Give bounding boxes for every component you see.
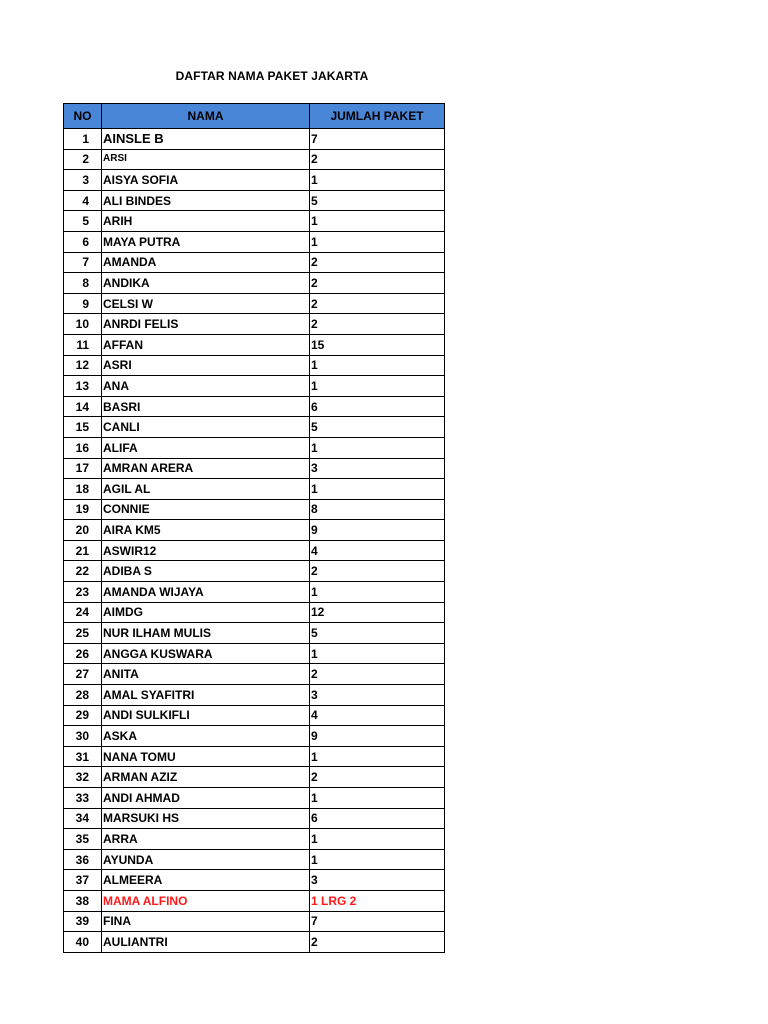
row-jumlah-paket: 2 [310,767,445,788]
row-nama: ALMEERA [102,870,310,891]
row-jumlah-paket: 5 [310,623,445,644]
row-jumlah-paket: 1 [310,643,445,664]
row-jumlah-paket: 2 [310,314,445,335]
row-number: 21 [64,540,102,561]
table-row [64,273,445,294]
row-jumlah-paket: 4 [310,705,445,726]
row-number: 24 [64,602,102,623]
table-row [64,808,445,829]
table-row [64,540,445,561]
table-row [64,231,445,252]
table-row [64,129,445,150]
row-number: 26 [64,643,102,664]
table-row [64,664,445,685]
row-nama: AYUNDA [102,849,310,870]
row-jumlah-paket: 7 [310,911,445,932]
row-number: 25 [64,623,102,644]
table-row [64,479,445,500]
row-nama: ASWIR12 [102,540,310,561]
row-number: 30 [64,726,102,747]
row-nama: ASRI [102,355,310,376]
row-jumlah-paket: 2 [310,293,445,314]
row-nama: ANDI AHMAD [102,788,310,809]
table-row [64,252,445,273]
header-jumlah-paket: JUMLAH PAKET [310,104,445,129]
table-row [64,746,445,767]
row-number: 17 [64,458,102,479]
table-row [64,561,445,582]
table-row [64,932,445,953]
row-number: 20 [64,520,102,541]
table-row [64,499,445,520]
table-row [64,911,445,932]
table-row [64,170,445,191]
row-nama: NANA TOMU [102,746,310,767]
header-nama: NAMA [102,104,310,129]
table-row [64,849,445,870]
paket-table [63,103,445,953]
row-nama: ARRA [102,829,310,850]
row-nama: AMANDA WIJAYA [102,582,310,603]
row-nama: ANDI SULKIFLI [102,705,310,726]
table-body [64,129,445,953]
row-jumlah-paket: 2 [310,149,445,170]
row-jumlah-paket: 2 [310,664,445,685]
row-number: 7 [64,252,102,273]
row-number: 8 [64,273,102,294]
row-nama: AMANDA [102,252,310,273]
table-row [64,623,445,644]
row-jumlah-paket: 1 [310,376,445,397]
table-row [64,829,445,850]
row-nama: ANA [102,376,310,397]
table-row [64,417,445,438]
table-row [64,602,445,623]
row-number: 5 [64,211,102,232]
row-jumlah-paket: 9 [310,726,445,747]
row-number: 35 [64,829,102,850]
table-row [64,211,445,232]
row-jumlah-paket: 3 [310,870,445,891]
row-number: 15 [64,417,102,438]
row-nama: AULIANTRI [102,932,310,953]
row-jumlah-paket: 1 [310,829,445,850]
table-row [64,149,445,170]
header-no: NO [64,104,102,129]
row-nama: FINA [102,911,310,932]
row-nama: MAMA ALFINO [102,890,310,911]
row-number: 19 [64,499,102,520]
row-nama: CANLI [102,417,310,438]
row-nama: ARSI [102,149,310,170]
row-nama: ANITA [102,664,310,685]
row-nama: ASKA [102,726,310,747]
table-row [64,355,445,376]
row-number: 13 [64,376,102,397]
row-nama: BASRI [102,396,310,417]
table-row [64,437,445,458]
row-number: 10 [64,314,102,335]
row-nama: AIRA KM5 [102,520,310,541]
row-nama: AFFAN [102,334,310,355]
table-row [64,788,445,809]
table-row [64,685,445,706]
row-nama: ALI BINDES [102,190,310,211]
table-row [64,890,445,911]
row-nama: AISYA SOFIA [102,170,310,191]
row-nama: NUR ILHAM MULIS [102,623,310,644]
row-number: 32 [64,767,102,788]
row-jumlah-paket: 1 [310,582,445,603]
row-nama: CELSI W [102,293,310,314]
row-number: 11 [64,334,102,355]
row-jumlah-paket: 1 [310,231,445,252]
row-jumlah-paket: 4 [310,540,445,561]
row-jumlah-paket: 1 [310,479,445,500]
row-jumlah-paket: 2 [310,252,445,273]
table-row [64,726,445,747]
table-row [64,190,445,211]
row-jumlah-paket: 12 [310,602,445,623]
table-row [64,334,445,355]
row-number: 12 [64,355,102,376]
row-nama: CONNIE [102,499,310,520]
row-jumlah-paket: 5 [310,190,445,211]
document-title: DAFTAR NAMA PAKET JAKARTA [175,69,369,83]
table-row [64,582,445,603]
row-jumlah-paket: 8 [310,499,445,520]
row-jumlah-paket: 1 [310,788,445,809]
row-jumlah-paket: 6 [310,396,445,417]
table-row [64,396,445,417]
row-number: 34 [64,808,102,829]
row-jumlah-paket: 3 [310,685,445,706]
row-number: 3 [64,170,102,191]
table-row [64,376,445,397]
row-number: 4 [64,190,102,211]
row-number: 6 [64,231,102,252]
row-jumlah-paket: 6 [310,808,445,829]
row-number: 18 [64,479,102,500]
row-nama: MAYA PUTRA [102,231,310,252]
table-row [64,520,445,541]
row-nama: AIMDG [102,602,310,623]
row-number: 23 [64,582,102,603]
row-jumlah-paket: 9 [310,520,445,541]
row-jumlah-paket: 2 [310,273,445,294]
table-row [64,314,445,335]
row-jumlah-paket: 1 [310,746,445,767]
row-nama: AMAL SYAFITRI [102,685,310,706]
row-number: 14 [64,396,102,417]
row-jumlah-paket: 1 [310,849,445,870]
row-number: 28 [64,685,102,706]
row-number: 29 [64,705,102,726]
row-nama: ANRDI FELIS [102,314,310,335]
row-jumlah-paket: 1 [310,437,445,458]
row-number: 36 [64,849,102,870]
row-number: 1 [64,129,102,150]
row-jumlah-paket: 1 [310,211,445,232]
row-nama: AGIL AL [102,479,310,500]
table-header-row [64,104,445,129]
row-nama: ALIFA [102,437,310,458]
row-nama: AMRAN ARERA [102,458,310,479]
row-number: 2 [64,149,102,170]
table-row [64,643,445,664]
row-jumlah-paket: 1 LRG 2 [310,890,445,911]
row-number: 31 [64,746,102,767]
row-nama: ADIBA S [102,561,310,582]
table-row [64,705,445,726]
row-number: 40 [64,932,102,953]
table-row [64,870,445,891]
row-nama: ANDIKA [102,273,310,294]
row-jumlah-paket: 7 [310,129,445,150]
row-nama: ARIH [102,211,310,232]
row-number: 16 [64,437,102,458]
row-number: 22 [64,561,102,582]
table-row [64,767,445,788]
row-nama: MARSUKI HS [102,808,310,829]
row-nama: AINSLE B [102,129,310,150]
row-number: 38 [64,890,102,911]
row-jumlah-paket: 3 [310,458,445,479]
row-jumlah-paket: 1 [310,170,445,191]
row-number: 37 [64,870,102,891]
row-jumlah-paket: 5 [310,417,445,438]
row-number: 33 [64,788,102,809]
row-number: 27 [64,664,102,685]
row-jumlah-paket: 15 [310,334,445,355]
row-jumlah-paket: 1 [310,355,445,376]
table-row [64,293,445,314]
row-number: 39 [64,911,102,932]
row-nama: ARMAN AZIZ [102,767,310,788]
row-jumlah-paket: 2 [310,932,445,953]
table-row [64,458,445,479]
row-nama: ANGGA KUSWARA [102,643,310,664]
row-jumlah-paket: 2 [310,561,445,582]
row-number: 9 [64,293,102,314]
